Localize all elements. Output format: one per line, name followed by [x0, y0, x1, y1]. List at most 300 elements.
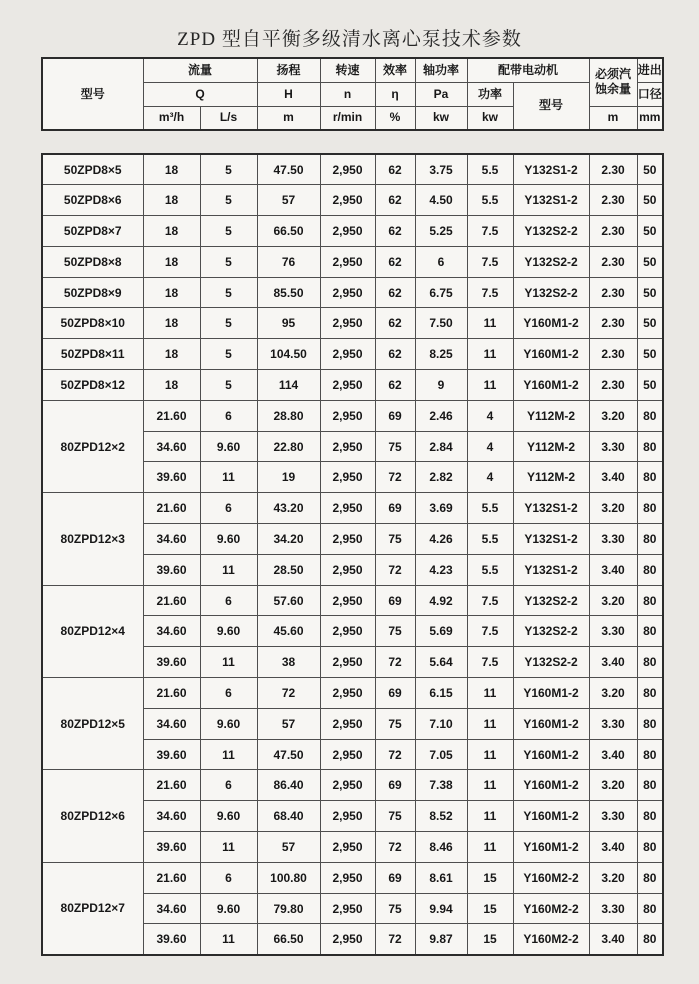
value-cell-motor_model: Y160M1-2 — [513, 339, 589, 370]
table-row — [42, 277, 663, 308]
header-model: 型号 — [42, 58, 143, 130]
value-cell-efficiency_pct: 69 — [375, 862, 415, 893]
unit-npsh-m: m — [589, 106, 637, 130]
value-cell-head_m: 19 — [257, 462, 320, 493]
value-cell-speed_rmin: 2,950 — [320, 246, 375, 277]
value-cell-npsh_m: 2.30 — [589, 216, 637, 247]
value-cell-speed_rmin: 2,950 — [320, 154, 375, 185]
table-row — [42, 154, 663, 185]
value-cell-head_m: 72 — [257, 678, 320, 709]
value-cell-motor_power_kw: 11 — [467, 708, 513, 739]
value-cell-diameter_mm: 50 — [637, 370, 663, 401]
value-cell-speed_rmin: 2,950 — [320, 493, 375, 524]
value-cell-motor_power_kw: 11 — [467, 678, 513, 709]
value-cell-diameter_mm: 80 — [637, 493, 663, 524]
value-cell-flow_ls: 11 — [200, 647, 257, 678]
value-cell-npsh_m: 3.20 — [589, 862, 637, 893]
value-cell-head_m: 57 — [257, 832, 320, 863]
value-cell-diameter_mm: 80 — [637, 647, 663, 678]
value-cell-speed_rmin: 2,950 — [320, 339, 375, 370]
value-cell-flow_ls: 6 — [200, 770, 257, 801]
value-cell-motor_power_kw: 4 — [467, 431, 513, 462]
value-cell-flow_m3h: 18 — [143, 370, 200, 401]
value-cell-head_m: 28.50 — [257, 554, 320, 585]
value-cell-motor_power_kw: 15 — [467, 924, 513, 955]
value-cell-flow_m3h: 21.60 — [143, 678, 200, 709]
value-cell-flow_ls: 5 — [200, 154, 257, 185]
value-cell-motor_power_kw: 5.5 — [467, 554, 513, 585]
value-cell-efficiency_pct: 72 — [375, 739, 415, 770]
value-cell-motor_model: Y160M2-2 — [513, 893, 589, 924]
value-cell-head_m: 95 — [257, 308, 320, 339]
value-cell-efficiency_pct: 62 — [375, 246, 415, 277]
value-cell-shaft_power_kw: 4.23 — [415, 554, 467, 585]
value-cell-head_m: 86.40 — [257, 770, 320, 801]
value-cell-speed_rmin: 2,950 — [320, 431, 375, 462]
unit-mm: mm — [637, 106, 663, 130]
value-cell-shaft_power_kw: 9 — [415, 370, 467, 401]
value-cell-flow_ls: 9.60 — [200, 801, 257, 832]
value-cell-efficiency_pct: 62 — [375, 154, 415, 185]
value-cell-motor_model: Y132S1-2 — [513, 524, 589, 555]
value-cell-diameter_mm: 80 — [637, 924, 663, 955]
value-cell-shaft_power_kw: 3.75 — [415, 154, 467, 185]
value-cell-efficiency_pct: 75 — [375, 801, 415, 832]
value-cell-head_m: 100.80 — [257, 862, 320, 893]
value-cell-flow_m3h: 34.60 — [143, 524, 200, 555]
value-cell-motor_model: Y132S1-2 — [513, 154, 589, 185]
value-cell-npsh_m: 2.30 — [589, 339, 637, 370]
value-cell-diameter_mm: 80 — [637, 554, 663, 585]
value-cell-shaft_power_kw: 7.38 — [415, 770, 467, 801]
header-shaft-power: 轴功率 — [415, 58, 467, 82]
value-cell-speed_rmin: 2,950 — [320, 585, 375, 616]
value-cell-motor_model: Y160M1-2 — [513, 370, 589, 401]
value-cell-npsh_m: 3.20 — [589, 493, 637, 524]
value-cell-shaft_power_kw: 4.50 — [415, 185, 467, 216]
value-cell-flow_m3h: 21.60 — [143, 770, 200, 801]
value-cell-speed_rmin: 2,950 — [320, 832, 375, 863]
value-cell-efficiency_pct: 69 — [375, 493, 415, 524]
value-cell-efficiency_pct: 69 — [375, 585, 415, 616]
value-cell-shaft_power_kw: 4.92 — [415, 585, 467, 616]
value-cell-flow_m3h: 18 — [143, 154, 200, 185]
header-q: Q — [143, 82, 257, 106]
value-cell-npsh_m: 3.30 — [589, 431, 637, 462]
value-cell-flow_m3h: 39.60 — [143, 739, 200, 770]
value-cell-head_m: 79.80 — [257, 893, 320, 924]
value-cell-diameter_mm: 50 — [637, 185, 663, 216]
value-cell-head_m: 57 — [257, 708, 320, 739]
header-row-1 — [42, 58, 663, 82]
value-cell-flow_ls: 6 — [200, 400, 257, 431]
header-inout-line2: 口径 — [637, 82, 663, 106]
value-cell-efficiency_pct: 72 — [375, 554, 415, 585]
value-cell-flow_ls: 5 — [200, 185, 257, 216]
value-cell-motor_model: Y160M1-2 — [513, 708, 589, 739]
value-cell-head_m: 66.50 — [257, 216, 320, 247]
value-cell-flow_ls: 5 — [200, 277, 257, 308]
value-cell-flow_m3h: 21.60 — [143, 493, 200, 524]
value-cell-motor_power_kw: 5.5 — [467, 154, 513, 185]
value-cell-flow_m3h: 34.60 — [143, 431, 200, 462]
value-cell-npsh_m: 3.40 — [589, 554, 637, 585]
value-cell-motor_power_kw: 11 — [467, 770, 513, 801]
value-cell-motor_model: Y160M1-2 — [513, 739, 589, 770]
value-cell-speed_rmin: 2,950 — [320, 770, 375, 801]
header-eta: η — [375, 82, 415, 106]
value-cell-shaft_power_kw: 8.52 — [415, 801, 467, 832]
value-cell-shaft_power_kw: 7.05 — [415, 739, 467, 770]
value-cell-efficiency_pct: 69 — [375, 400, 415, 431]
value-cell-efficiency_pct: 75 — [375, 708, 415, 739]
value-cell-motor_power_kw: 15 — [467, 862, 513, 893]
pump-model-cell: 50ZPD8×11 — [42, 339, 143, 370]
value-cell-flow_m3h: 21.60 — [143, 585, 200, 616]
value-cell-npsh_m: 2.30 — [589, 185, 637, 216]
value-cell-speed_rmin: 2,950 — [320, 462, 375, 493]
value-cell-npsh_m: 2.30 — [589, 246, 637, 277]
value-cell-speed_rmin: 2,950 — [320, 524, 375, 555]
header-npsh-line2: 蚀余量 — [594, 82, 631, 97]
value-cell-efficiency_pct: 75 — [375, 524, 415, 555]
value-cell-shaft_power_kw: 8.61 — [415, 862, 467, 893]
table-row — [42, 585, 663, 616]
value-cell-efficiency_pct: 62 — [375, 308, 415, 339]
value-cell-shaft_power_kw: 7.10 — [415, 708, 467, 739]
value-cell-flow_ls: 9.60 — [200, 431, 257, 462]
value-cell-diameter_mm: 80 — [637, 801, 663, 832]
value-cell-speed_rmin: 2,950 — [320, 893, 375, 924]
value-cell-npsh_m: 2.30 — [589, 277, 637, 308]
value-cell-efficiency_pct: 62 — [375, 185, 415, 216]
value-cell-flow_ls: 6 — [200, 678, 257, 709]
value-cell-flow_ls: 5 — [200, 216, 257, 247]
value-cell-diameter_mm: 80 — [637, 708, 663, 739]
value-cell-motor_model: Y132S2-2 — [513, 246, 589, 277]
value-cell-flow_ls: 11 — [200, 739, 257, 770]
pump-model-cell: 80ZPD12×6 — [42, 770, 143, 862]
value-cell-head_m: 22.80 — [257, 431, 320, 462]
header-h: H — [257, 82, 320, 106]
value-cell-efficiency_pct: 62 — [375, 216, 415, 247]
value-cell-efficiency_pct: 62 — [375, 339, 415, 370]
value-cell-motor_model: Y132S2-2 — [513, 277, 589, 308]
header-head: 扬程 — [257, 58, 320, 82]
value-cell-diameter_mm: 80 — [637, 462, 663, 493]
value-cell-efficiency_pct: 69 — [375, 678, 415, 709]
value-cell-flow_m3h: 39.60 — [143, 554, 200, 585]
value-cell-motor_power_kw: 11 — [467, 739, 513, 770]
value-cell-flow_ls: 9.60 — [200, 708, 257, 739]
value-cell-flow_m3h: 39.60 — [143, 832, 200, 863]
table-row — [42, 216, 663, 247]
value-cell-npsh_m: 3.40 — [589, 462, 637, 493]
unit-m-head: m — [257, 106, 320, 130]
value-cell-diameter_mm: 50 — [637, 277, 663, 308]
value-cell-motor_power_kw: 5.5 — [467, 493, 513, 524]
pump-model-cell: 50ZPD8×5 — [42, 154, 143, 185]
header-n: n — [320, 82, 375, 106]
value-cell-motor_power_kw: 11 — [467, 308, 513, 339]
value-cell-flow_m3h: 39.60 — [143, 924, 200, 955]
value-cell-head_m: 57 — [257, 185, 320, 216]
value-cell-shaft_power_kw: 6.75 — [415, 277, 467, 308]
value-cell-flow_ls: 5 — [200, 339, 257, 370]
value-cell-npsh_m: 3.20 — [589, 770, 637, 801]
table-row — [42, 770, 663, 801]
value-cell-motor_power_kw: 4 — [467, 462, 513, 493]
table-row — [42, 185, 663, 216]
value-cell-efficiency_pct: 62 — [375, 370, 415, 401]
value-cell-flow_m3h: 18 — [143, 246, 200, 277]
table-row — [42, 339, 663, 370]
value-cell-flow_ls: 5 — [200, 370, 257, 401]
value-cell-flow_ls: 11 — [200, 924, 257, 955]
value-cell-speed_rmin: 2,950 — [320, 678, 375, 709]
value-cell-diameter_mm: 80 — [637, 739, 663, 770]
value-cell-head_m: 66.50 — [257, 924, 320, 955]
value-cell-speed_rmin: 2,950 — [320, 924, 375, 955]
pump-model-cell: 50ZPD8×7 — [42, 216, 143, 247]
value-cell-shaft_power_kw: 5.25 — [415, 216, 467, 247]
value-cell-flow_m3h: 39.60 — [143, 647, 200, 678]
value-cell-shaft_power_kw: 8.25 — [415, 339, 467, 370]
value-cell-motor_model: Y132S1-2 — [513, 185, 589, 216]
value-cell-motor_power_kw: 7.5 — [467, 246, 513, 277]
spec-table-header — [41, 57, 664, 131]
value-cell-efficiency_pct: 75 — [375, 616, 415, 647]
value-cell-diameter_mm: 80 — [637, 431, 663, 462]
value-cell-speed_rmin: 2,950 — [320, 801, 375, 832]
value-cell-diameter_mm: 50 — [637, 246, 663, 277]
value-cell-shaft_power_kw: 2.82 — [415, 462, 467, 493]
value-cell-flow_m3h: 18 — [143, 339, 200, 370]
value-cell-speed_rmin: 2,950 — [320, 370, 375, 401]
value-cell-motor_power_kw: 7.5 — [467, 277, 513, 308]
value-cell-flow_m3h: 34.60 — [143, 893, 200, 924]
value-cell-motor_power_kw: 15 — [467, 893, 513, 924]
value-cell-motor_model: Y160M1-2 — [513, 308, 589, 339]
value-cell-motor_power_kw: 11 — [467, 801, 513, 832]
value-cell-head_m: 45.60 — [257, 616, 320, 647]
table-row — [42, 493, 663, 524]
value-cell-diameter_mm: 80 — [637, 400, 663, 431]
value-cell-head_m: 47.50 — [257, 739, 320, 770]
value-cell-diameter_mm: 50 — [637, 308, 663, 339]
value-cell-flow_ls: 9.60 — [200, 893, 257, 924]
value-cell-efficiency_pct: 75 — [375, 431, 415, 462]
value-cell-diameter_mm: 80 — [637, 893, 663, 924]
value-cell-diameter_mm: 80 — [637, 862, 663, 893]
unit-rmin: r/min — [320, 106, 375, 130]
value-cell-speed_rmin: 2,950 — [320, 647, 375, 678]
value-cell-flow_ls: 5 — [200, 308, 257, 339]
value-cell-npsh_m: 3.20 — [589, 678, 637, 709]
value-cell-motor_model: Y112M-2 — [513, 400, 589, 431]
value-cell-motor_model: Y132S2-2 — [513, 216, 589, 247]
value-cell-flow_m3h: 18 — [143, 216, 200, 247]
table-row — [42, 400, 663, 431]
pump-model-cell: 50ZPD8×8 — [42, 246, 143, 277]
value-cell-diameter_mm: 80 — [637, 678, 663, 709]
pump-model-cell: 50ZPD8×10 — [42, 308, 143, 339]
value-cell-speed_rmin: 2,950 — [320, 277, 375, 308]
value-cell-motor_model: Y160M1-2 — [513, 678, 589, 709]
unit-m3h: m³/h — [143, 106, 200, 130]
value-cell-motor_power_kw: 7.5 — [467, 585, 513, 616]
value-cell-npsh_m: 3.30 — [589, 801, 637, 832]
value-cell-speed_rmin: 2,950 — [320, 185, 375, 216]
value-cell-npsh_m: 3.20 — [589, 585, 637, 616]
table-row — [42, 678, 663, 709]
pump-model-cell: 80ZPD12×7 — [42, 862, 143, 954]
value-cell-diameter_mm: 80 — [637, 616, 663, 647]
unit-kw-motor: kw — [467, 106, 513, 130]
value-cell-npsh_m: 3.40 — [589, 832, 637, 863]
value-cell-speed_rmin: 2,950 — [320, 216, 375, 247]
value-cell-motor_model: Y112M-2 — [513, 462, 589, 493]
value-cell-motor_model: Y132S2-2 — [513, 647, 589, 678]
value-cell-speed_rmin: 2,950 — [320, 739, 375, 770]
value-cell-npsh_m: 3.40 — [589, 924, 637, 955]
value-cell-efficiency_pct: 69 — [375, 770, 415, 801]
value-cell-flow_ls: 6 — [200, 493, 257, 524]
value-cell-npsh_m: 3.40 — [589, 647, 637, 678]
value-cell-flow_m3h: 18 — [143, 308, 200, 339]
value-cell-motor_model: Y132S1-2 — [513, 493, 589, 524]
value-cell-shaft_power_kw: 5.64 — [415, 647, 467, 678]
value-cell-motor_power_kw: 7.5 — [467, 616, 513, 647]
unit-kw-shaft: kw — [415, 106, 467, 130]
value-cell-motor_model: Y132S2-2 — [513, 616, 589, 647]
value-cell-flow_m3h: 21.60 — [143, 862, 200, 893]
value-cell-head_m: 34.20 — [257, 524, 320, 555]
value-cell-flow_m3h: 39.60 — [143, 462, 200, 493]
value-cell-diameter_mm: 80 — [637, 832, 663, 863]
header-efficiency: 效率 — [375, 58, 415, 82]
value-cell-head_m: 104.50 — [257, 339, 320, 370]
value-cell-shaft_power_kw: 3.69 — [415, 493, 467, 524]
value-cell-shaft_power_kw: 9.87 — [415, 924, 467, 955]
pump-model-cell: 80ZPD12×2 — [42, 400, 143, 492]
value-cell-head_m: 85.50 — [257, 277, 320, 308]
table-row — [42, 370, 663, 401]
value-cell-npsh_m: 3.30 — [589, 708, 637, 739]
value-cell-motor_model: Y132S1-2 — [513, 554, 589, 585]
pump-model-cell: 50ZPD8×12 — [42, 370, 143, 401]
value-cell-flow_m3h: 34.60 — [143, 801, 200, 832]
spec-table-body — [41, 153, 664, 956]
value-cell-diameter_mm: 80 — [637, 770, 663, 801]
value-cell-flow_ls: 9.60 — [200, 616, 257, 647]
value-cell-speed_rmin: 2,950 — [320, 862, 375, 893]
value-cell-npsh_m: 2.30 — [589, 154, 637, 185]
value-cell-head_m: 68.40 — [257, 801, 320, 832]
value-cell-npsh_m: 3.20 — [589, 400, 637, 431]
value-cell-motor_model: Y160M1-2 — [513, 801, 589, 832]
value-cell-flow_m3h: 34.60 — [143, 708, 200, 739]
pump-model-cell: 50ZPD8×9 — [42, 277, 143, 308]
value-cell-speed_rmin: 2,950 — [320, 554, 375, 585]
value-cell-npsh_m: 3.30 — [589, 524, 637, 555]
value-cell-flow_m3h: 18 — [143, 185, 200, 216]
value-cell-motor_power_kw: 11 — [467, 370, 513, 401]
header-flow: 流量 — [143, 58, 257, 82]
value-cell-efficiency_pct: 62 — [375, 277, 415, 308]
value-cell-diameter_mm: 80 — [637, 524, 663, 555]
value-cell-npsh_m: 2.30 — [589, 308, 637, 339]
value-cell-flow_ls: 5 — [200, 246, 257, 277]
value-cell-speed_rmin: 2,950 — [320, 616, 375, 647]
value-cell-flow_m3h: 34.60 — [143, 616, 200, 647]
value-cell-head_m: 57.60 — [257, 585, 320, 616]
value-cell-flow_ls: 9.60 — [200, 524, 257, 555]
header-speed: 转速 — [320, 58, 375, 82]
value-cell-motor_model: Y160M2-2 — [513, 924, 589, 955]
value-cell-head_m: 38 — [257, 647, 320, 678]
header-motor-power: 功率 — [467, 82, 513, 106]
value-cell-diameter_mm: 50 — [637, 339, 663, 370]
value-cell-motor_power_kw: 4 — [467, 400, 513, 431]
value-cell-head_m: 114 — [257, 370, 320, 401]
value-cell-diameter_mm: 50 — [637, 216, 663, 247]
value-cell-head_m: 28.80 — [257, 400, 320, 431]
table-row — [42, 862, 663, 893]
value-cell-npsh_m: 3.30 — [589, 893, 637, 924]
value-cell-motor_power_kw: 5.5 — [467, 185, 513, 216]
value-cell-npsh_m: 3.40 — [589, 739, 637, 770]
header-npsh — [589, 58, 637, 106]
value-cell-motor_power_kw: 7.5 — [467, 647, 513, 678]
value-cell-shaft_power_kw: 6.15 — [415, 678, 467, 709]
value-cell-speed_rmin: 2,950 — [320, 708, 375, 739]
table-row — [42, 246, 663, 277]
value-cell-motor_power_kw: 11 — [467, 832, 513, 863]
value-cell-head_m: 76 — [257, 246, 320, 277]
value-cell-flow_m3h: 18 — [143, 277, 200, 308]
value-cell-npsh_m: 3.30 — [589, 616, 637, 647]
header-pa: Pa — [415, 82, 467, 106]
value-cell-motor_power_kw: 11 — [467, 339, 513, 370]
value-cell-diameter_mm: 50 — [637, 154, 663, 185]
pump-model-cell: 80ZPD12×3 — [42, 493, 143, 585]
value-cell-motor_model: Y160M1-2 — [513, 832, 589, 863]
header-motor: 配带电动机 — [467, 58, 589, 82]
value-cell-efficiency_pct: 75 — [375, 893, 415, 924]
pump-model-cell: 80ZPD12×4 — [42, 585, 143, 677]
value-cell-motor_power_kw: 7.5 — [467, 216, 513, 247]
value-cell-shaft_power_kw: 2.46 — [415, 400, 467, 431]
value-cell-shaft_power_kw: 7.50 — [415, 308, 467, 339]
unit-pct: % — [375, 106, 415, 130]
value-cell-flow_ls: 11 — [200, 554, 257, 585]
value-cell-head_m: 47.50 — [257, 154, 320, 185]
value-cell-motor_model: Y160M2-2 — [513, 862, 589, 893]
value-cell-motor_model: Y160M1-2 — [513, 770, 589, 801]
unit-ls: L/s — [200, 106, 257, 130]
value-cell-motor_model: Y112M-2 — [513, 431, 589, 462]
value-cell-shaft_power_kw: 2.84 — [415, 431, 467, 462]
page-title: ZPD 型自平衡多级清水离心泵技术参数 — [177, 29, 522, 50]
value-cell-shaft_power_kw: 5.69 — [415, 616, 467, 647]
pump-model-cell: 80ZPD12×5 — [42, 678, 143, 770]
value-cell-efficiency_pct: 72 — [375, 832, 415, 863]
value-cell-speed_rmin: 2,950 — [320, 400, 375, 431]
value-cell-efficiency_pct: 72 — [375, 924, 415, 955]
value-cell-shaft_power_kw: 6 — [415, 246, 467, 277]
value-cell-head_m: 43.20 — [257, 493, 320, 524]
